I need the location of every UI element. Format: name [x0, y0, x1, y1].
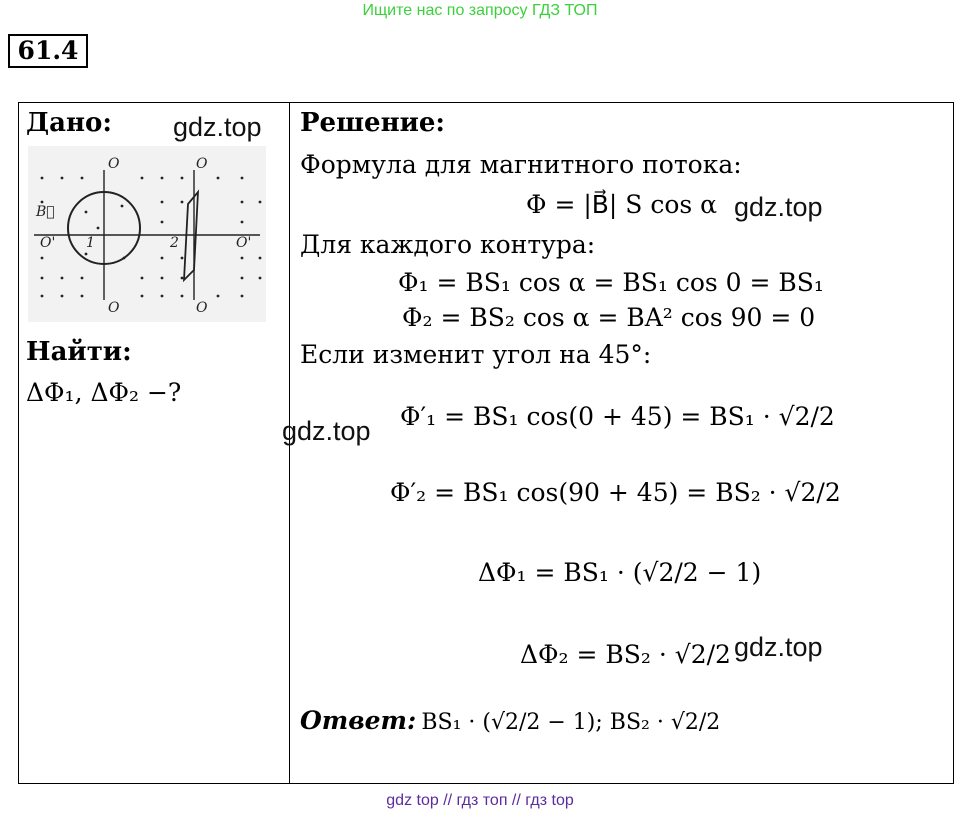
axis-label: O [108, 156, 120, 172]
phi2-prime-formula: Φ′₂ = BS₁ cos(90 + 45) = BS₂ · √2/2 [390, 478, 841, 507]
magnetic-field-figure [28, 146, 266, 322]
find-text: ΔΦ₁, ΔΦ₂ −? [26, 378, 182, 407]
axis-label: O [108, 300, 120, 316]
top-banner[interactable]: Ищите нас по запросу ГДЗ ТОП [362, 2, 598, 19]
bottom-banner[interactable]: gdz top // гдз топ // гдз top [386, 792, 574, 809]
axis-label: O [196, 156, 208, 172]
watermark: gdz.top [282, 416, 371, 446]
phi1-prime-formula: Φ′₁ = BS₁ cos(0 + 45) = BS₁ · √2/2 [400, 402, 835, 431]
task-number: 61.4 [8, 34, 88, 68]
delta-phi2-formula: ΔΦ₂ = BS₂ · √2/2 [520, 640, 731, 669]
solution-line: Если изменит угол на 45°: [300, 340, 652, 369]
solution-line: Для каждого контура: [300, 230, 596, 259]
delta-phi1-formula: ΔΦ₁ = BS₁ · (√2/2 − 1) [478, 558, 762, 587]
answer-line [300, 706, 720, 735]
contour-label: 1 [86, 235, 95, 251]
watermark: gdz.top [734, 192, 823, 222]
axis-label: O' [40, 235, 56, 251]
vector-b-label: B⃗ [36, 204, 55, 220]
axis-label: O [196, 300, 208, 316]
phi1-formula: Φ₁ = BS₁ cos α = BS₁ cos 0 = BS₁ [398, 268, 824, 297]
contour-label: 2 [170, 235, 179, 251]
watermark: gdz.top [173, 112, 262, 142]
answer-text: BS₁ · (√2/2 − 1); BS₂ · √2/2 [421, 710, 721, 735]
watermark: gdz.top [734, 632, 823, 662]
flux-formula: Φ = |B⃗| S cos α [526, 190, 718, 219]
solution-line: Формула для магнитного потока: [300, 150, 742, 179]
solution-heading: Решение: [300, 108, 446, 138]
phi2-formula: Φ₂ = BS₂ cos α = BA² cos 90 = 0 [402, 303, 816, 332]
find-heading: Найти: [26, 337, 132, 367]
given-heading: Дано: [26, 108, 112, 138]
axis-label: O' [236, 235, 252, 251]
answer-label: Ответ: [300, 706, 417, 735]
